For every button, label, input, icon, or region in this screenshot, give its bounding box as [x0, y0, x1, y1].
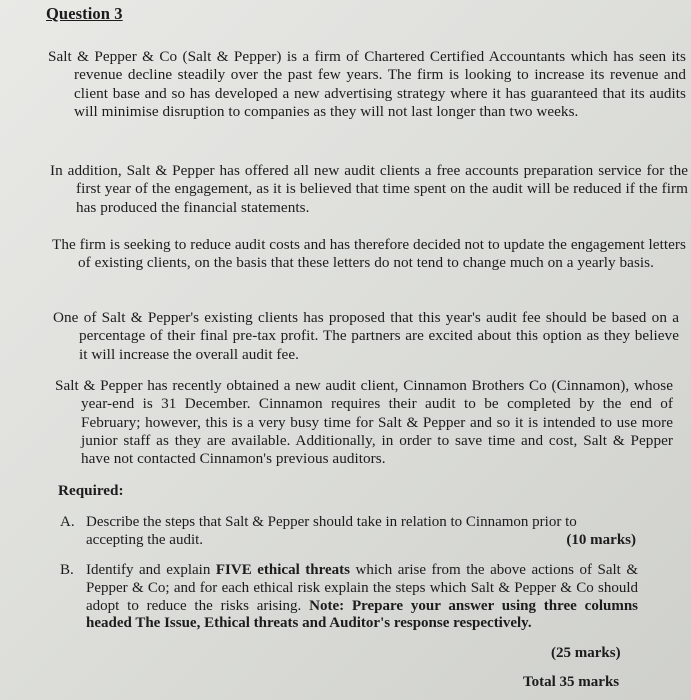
requirement-b-note: Note: Prepare your answer using three columns headed The Issue, Ethical threats and Auditor's response respectively.: [86, 597, 639, 632]
requirement-b-marks: (25 marks): [551, 645, 621, 661]
question-title: Question 3: [46, 4, 123, 23]
required-heading: Required:: [58, 482, 124, 499]
requirement-a-label: A.: [60, 514, 75, 530]
requirement-a: [60, 513, 642, 549]
scenario-paragraph-4: One of Salt & Pepper's existing clients has proposed that this year's audit fee should be based on a percentage of their final pre-tax profit. The partners are excited about this option as they believe it will increase the overall audit fee.: [53, 309, 679, 363]
requirement-b-emphasis: FIVE ethical threats: [215, 562, 350, 578]
requirement-a-text: Describe the steps that Salt & Pepper should take in relation to Cinnamon prior to accepting the audit.: [86, 514, 577, 548]
requirement-b: [60, 562, 642, 633]
scenario-paragraph-5: Salt & Pepper has recently obtained a new audit client, Cinnamon Brothers Co (Cinnamon), whose year-end is 31 December. Cinnamon requires their audit to be completed by the end of February; however, this is a very busy time for Salt & Pepper and so it is intended to use more junior staff as they are available. Additionally, in order to save time and cost, Salt & Pepper have not contacted Cinnamon's previous auditors.: [55, 377, 673, 468]
requirement-b-text-2: which arise from the above actions of Salt & Pepper & Co; and for each ethical risk explain the steps which Salt & Pepper & Co should adopt to reduce the risks arising.: [86, 562, 639, 614]
requirement-b-text: [86, 562, 638, 633]
requirement-a-marks: (10 marks): [566, 532, 636, 548]
scenario-paragraph-3: The firm is seeking to reduce audit costs and has therefore decided not to update the engagement letters of existing clients, on the basis that these letters do not tend to change much on a yearly basis.: [52, 236, 686, 272]
requirement-b-label: B.: [60, 562, 74, 578]
scenario-paragraph-2: In addition, Salt & Pepper has offered all new audit clients a free accounts preparation service for the first year of the engagement, as it is believed that time spent on the audit will be reduced if the firm has produced the financial statements.: [50, 162, 688, 216]
requirement-b-text-1: Identify and explain: [86, 562, 211, 578]
scenario-paragraph-1: Salt & Pepper & Co (Salt & Pepper) is a firm of Chartered Certified Accountants which has seen its revenue decline steadily over the past few years. The firm is looking to increase its revenue and client base and so has developed a new advertising strategy where it has guaranteed that its audits will minimise disruption to companies as they will not last longer than two weeks.: [48, 48, 686, 120]
total-marks: Total 35 marks: [523, 674, 620, 690]
